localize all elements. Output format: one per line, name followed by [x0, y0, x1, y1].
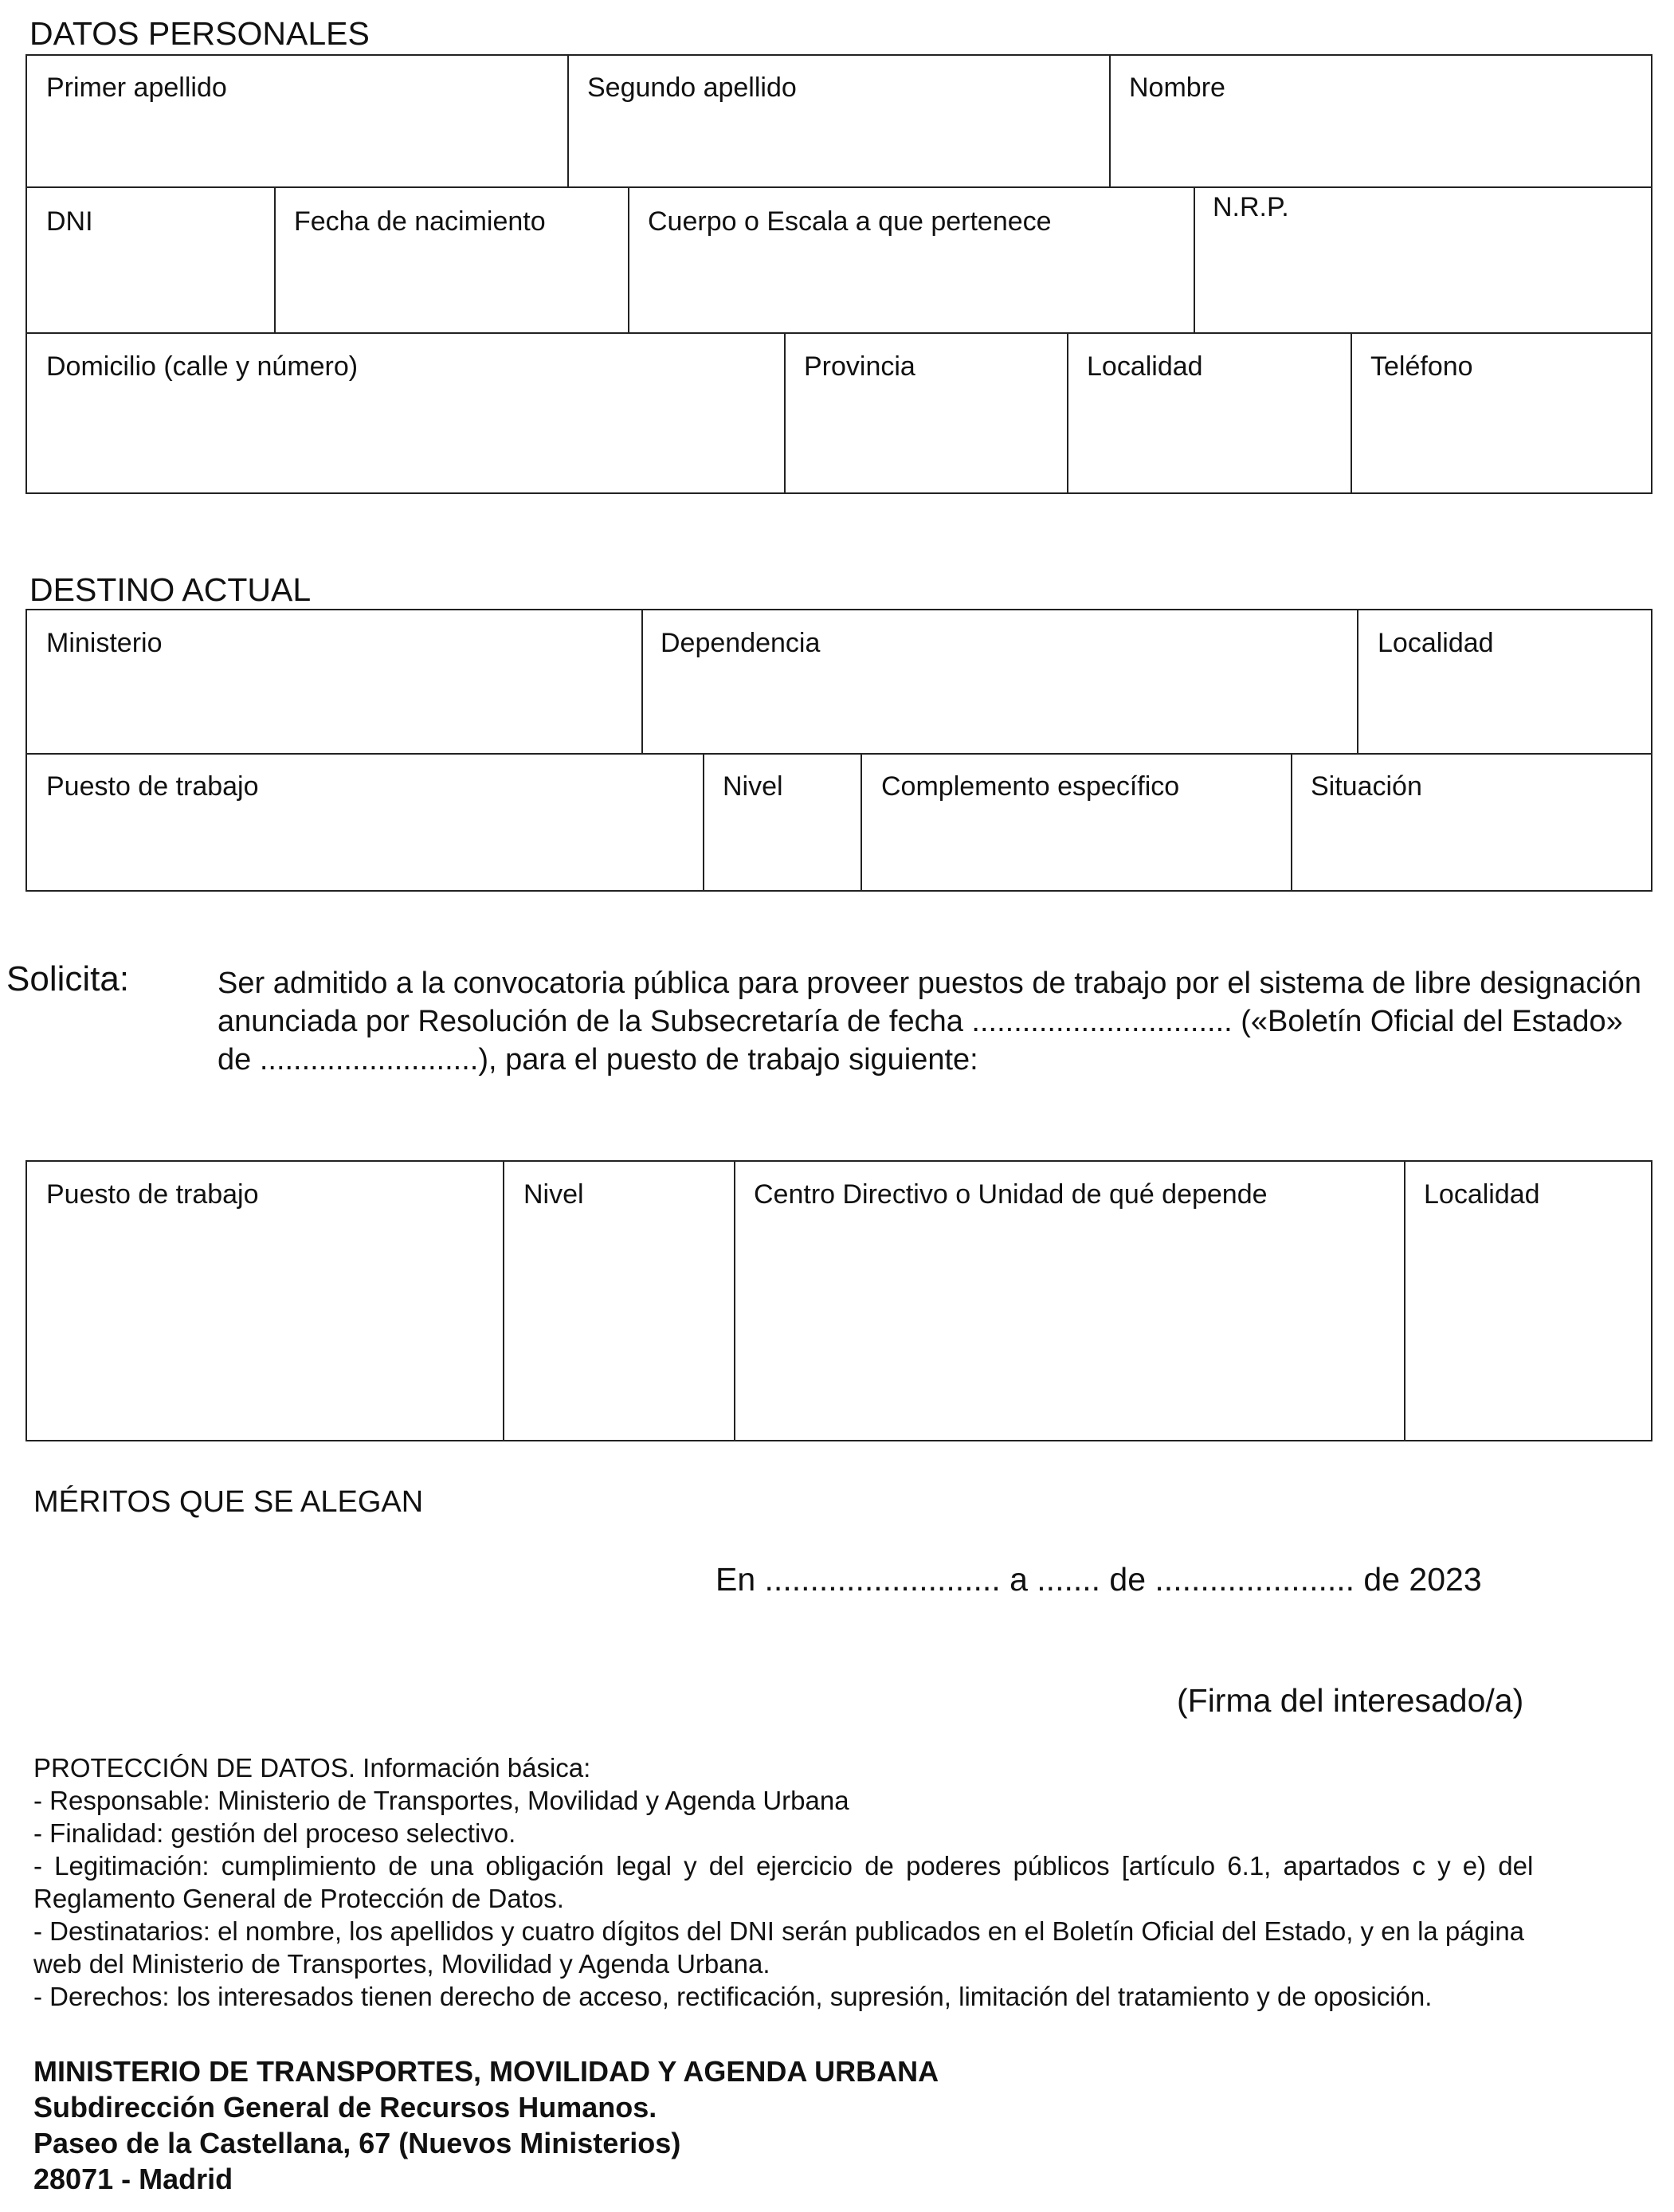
divider: [25, 753, 1652, 755]
personal-table-frame: [25, 54, 1652, 494]
domicilio-field[interactable]: Domicilio (calle y número): [46, 351, 359, 382]
nivel-field[interactable]: Nivel: [723, 771, 783, 802]
situacion-field[interactable]: Situación: [1311, 771, 1422, 802]
divider: [1194, 186, 1195, 333]
divider: [1357, 609, 1358, 754]
centro-directivo-field[interactable]: Centro Directivo o Unidad de qué depende: [754, 1179, 1268, 1210]
puesto-nivel-field[interactable]: Nivel: [523, 1179, 584, 1210]
proteccion-line: Reglamento General de Protección de Datos.: [33, 1884, 564, 1913]
proteccion-line: - Destinatarios: el nombre, los apellidos y cuatro dígitos del DNI serán publicados en el Boletín Oficial del Estado, y en la página: [33, 1916, 1525, 1946]
divider: [1109, 54, 1111, 187]
divider: [274, 186, 276, 333]
divider: [1067, 332, 1068, 494]
divider: [784, 332, 786, 494]
divider: [628, 186, 629, 333]
complemento-especifico-field[interactable]: Complemento específico: [881, 771, 1180, 802]
divider: [567, 54, 569, 187]
telefono-field[interactable]: Teléfono: [1370, 351, 1473, 382]
divider: [25, 332, 1652, 334]
solicita-line: de ..........................), para el puesto de trabajo siguiente:: [218, 1043, 978, 1077]
proteccion-line: - Responsable: Ministerio de Transportes, Movilidad y Agenda Urbana: [33, 1786, 849, 1815]
ministerio-field[interactable]: Ministerio: [46, 628, 163, 658]
solicita-line: Ser admitido a la convocatoria pública para proveer puestos de trabajo por el sistema de libre designación: [218, 967, 1642, 1000]
section-title-datos-personales: DATOS PERSONALES: [29, 15, 370, 52]
divider: [1404, 1160, 1405, 1441]
localidad-field[interactable]: Localidad: [1087, 351, 1203, 382]
lugar-fecha-line: En .......................... a ....... de ...................... de 2023: [715, 1561, 1482, 1598]
address-street: Paseo de la Castellana, 67 (Nuevos Ministerios): [33, 2127, 681, 2159]
solicita-text: [218, 964, 1656, 1079]
puesto-localidad-field[interactable]: Localidad: [1424, 1179, 1540, 1210]
address-city: 28071 - Madrid: [33, 2163, 233, 2195]
proteccion-line: - Derechos: los interesados tienen derecho de acceso, rectificación, supresión, limitación del tratamiento y de oposición.: [33, 1982, 1433, 2011]
nrp-field[interactable]: N.R.P.: [1213, 192, 1289, 222]
primer-apellido-field[interactable]: Primer apellido: [46, 73, 227, 103]
proteccion-line: - Legitimación: cumplimiento de una obligación legal y del ejercicio de poderes públicos [artículo 6.1, apartados c y e) del: [33, 1851, 1534, 1881]
divider: [1351, 332, 1352, 494]
proteccion-line: web del Ministerio de Transportes, Movilidad y Agenda Urbana.: [33, 1949, 770, 1979]
puesto-solicitado-field[interactable]: Puesto de trabajo: [46, 1179, 259, 1210]
subdireccion-name: Subdirección General de Recursos Humanos.: [33, 2091, 657, 2124]
cuerpo-escala-field[interactable]: Cuerpo o Escala a que pertenece: [648, 206, 1052, 237]
provincia-field[interactable]: Provincia: [804, 351, 915, 382]
proteccion-datos-block: [33, 1751, 1655, 2013]
firma-label: (Firma del interesado/a): [1177, 1682, 1524, 1719]
direccion-block: [33, 2053, 939, 2197]
fecha-nacimiento-field[interactable]: Fecha de nacimiento: [294, 206, 546, 237]
section-title-destino-actual: DESTINO ACTUAL: [29, 571, 312, 608]
divider: [641, 609, 643, 754]
divider: [703, 753, 704, 892]
divider: [734, 1160, 735, 1441]
ministerio-name: MINISTERIO DE TRANSPORTES, MOVILIDAD Y AGENDA URBANA: [33, 2055, 939, 2088]
proteccion-line: - Finalidad: gestión del proceso selectivo.: [33, 1818, 516, 1848]
puesto-trabajo-field[interactable]: Puesto de trabajo: [46, 771, 259, 802]
divider: [1291, 753, 1292, 892]
destino-localidad-field[interactable]: Localidad: [1378, 628, 1494, 658]
divider: [25, 186, 1652, 188]
dni-field[interactable]: DNI: [46, 206, 93, 237]
segundo-apellido-field[interactable]: Segundo apellido: [587, 73, 797, 103]
divider: [503, 1160, 504, 1441]
solicita-label: Solicita:: [6, 959, 130, 998]
solicita-line: anunciada por Resolución de la Subsecretaría de fecha ............................... («Boletín Oficial del Estado»: [218, 1005, 1623, 1038]
dependencia-field[interactable]: Dependencia: [661, 628, 821, 658]
meritos-title: MÉRITOS QUE SE ALEGAN: [33, 1485, 424, 1519]
divider: [861, 753, 862, 892]
proteccion-heading: PROTECCIÓN DE DATOS. Información básica:: [33, 1753, 591, 1783]
nombre-field[interactable]: Nombre: [1129, 73, 1225, 103]
